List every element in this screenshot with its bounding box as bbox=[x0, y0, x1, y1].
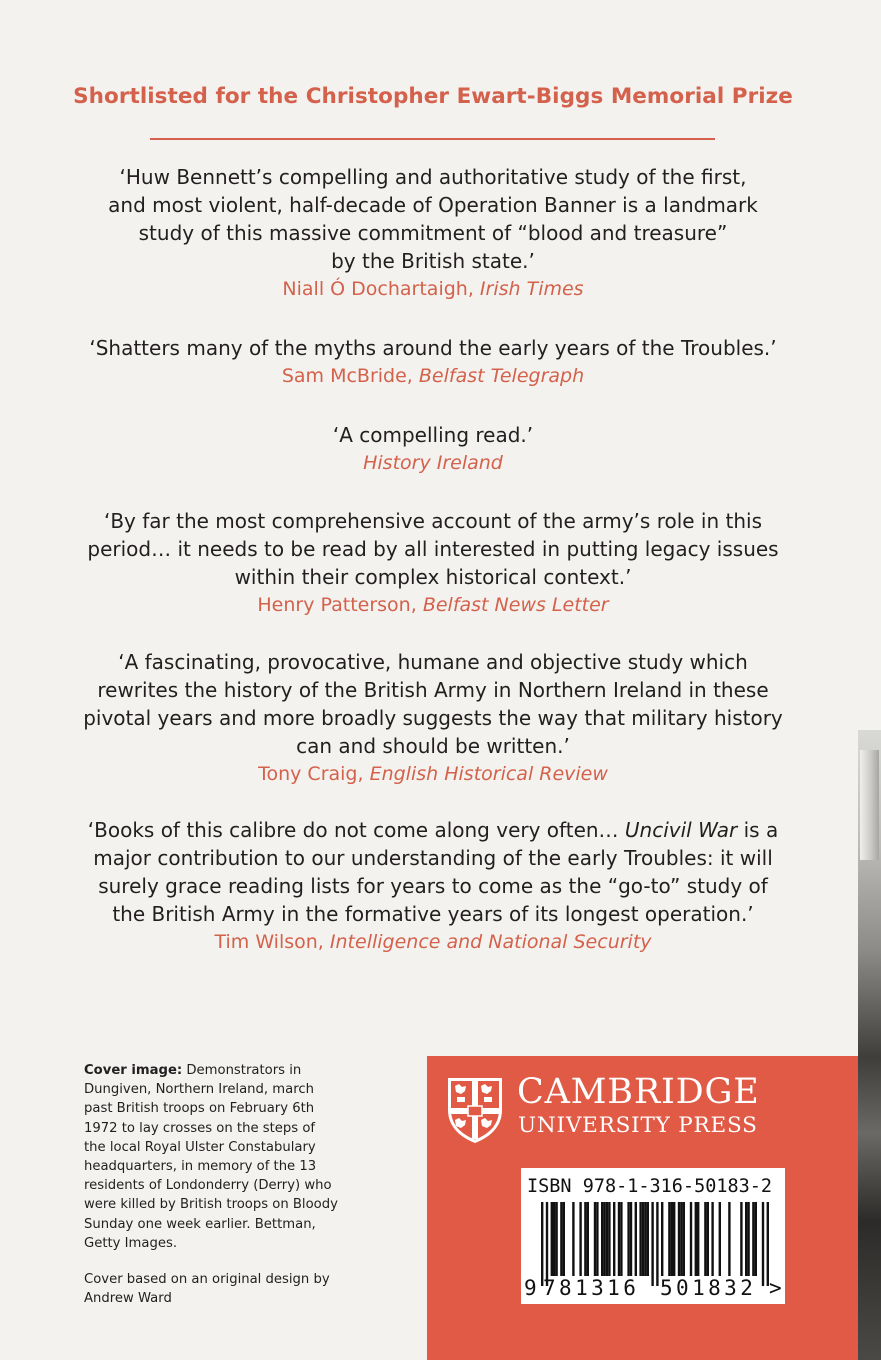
review-publication: Irish Times bbox=[479, 278, 584, 300]
review-author: Henry Patterson, bbox=[257, 594, 417, 616]
barcode-bar bbox=[755, 1202, 757, 1276]
cover-design-credit: Cover based on an original design by Andrew Ward bbox=[84, 1272, 330, 1307]
review-source bbox=[60, 591, 806, 619]
barcode-bar bbox=[678, 1202, 680, 1276]
barcode-bar bbox=[579, 1202, 581, 1276]
barcode-bar bbox=[639, 1202, 641, 1276]
barcode-bar bbox=[747, 1202, 749, 1276]
review-author: Tim Wilson, bbox=[214, 931, 324, 953]
barcode-bar bbox=[644, 1202, 646, 1276]
barcode-bar bbox=[606, 1202, 608, 1276]
barcode-bar bbox=[762, 1202, 764, 1286]
review-publication: History Ireland bbox=[363, 452, 503, 474]
review-author: Sam McBride, bbox=[281, 365, 413, 387]
review-publication: Belfast News Letter bbox=[422, 594, 609, 616]
review-publication: English Historical Review bbox=[369, 763, 608, 785]
barcode-bar bbox=[572, 1202, 574, 1276]
review-source bbox=[60, 449, 806, 477]
barcode-digit-prefix: 9 bbox=[524, 1276, 537, 1300]
barcode-digits-left: 781316 bbox=[543, 1276, 640, 1300]
heading-divider bbox=[150, 138, 715, 140]
barcode-bar bbox=[695, 1202, 697, 1276]
barcode-bar bbox=[560, 1202, 562, 1276]
barcode-bar bbox=[541, 1202, 543, 1286]
barcode-bar bbox=[707, 1202, 709, 1276]
review-source bbox=[60, 362, 806, 390]
barcode-bar bbox=[745, 1202, 747, 1276]
cover-credits bbox=[84, 1061, 374, 1308]
barcode-bar bbox=[601, 1202, 603, 1276]
barcode-bar bbox=[594, 1202, 596, 1276]
review-quote: ‘A fascinating, provocative, humane and objective study which rewrites the history of the British Army in Northern Ireland in these pivotal years and more broadly suggests the way that military history can and should be written.’ bbox=[83, 650, 783, 758]
barcode-bar bbox=[635, 1202, 637, 1276]
barcode-bar bbox=[551, 1202, 553, 1276]
cover-photo-edge bbox=[858, 730, 881, 1360]
review-quote: ‘Books of this calibre do not come along very often… Uncivil War is a major contribution to our understanding of the early Troubles: it will surely grace reading lists for years to come as the “go-to” study of the British Army in the formative years of its longest operation.’ bbox=[87, 818, 779, 926]
review-1 bbox=[60, 163, 806, 303]
barcode-bar bbox=[767, 1202, 769, 1286]
review-quote: ‘By far the most comprehensive account of the army’s role in this period… it needs to be read by all interested in putting legacy issues within their complex historical context.’ bbox=[87, 509, 779, 589]
review-4 bbox=[60, 507, 806, 619]
barcode-bar bbox=[671, 1202, 673, 1276]
barcode-bar bbox=[563, 1202, 565, 1276]
isbn-label: ISBN 978-1-316-50183-2 bbox=[527, 1176, 773, 1197]
cambridge-crest-icon bbox=[446, 1076, 504, 1144]
review-quote: ‘Shatters many of the myths around the early years of the Troubles.’ bbox=[89, 336, 777, 360]
review-publication: Belfast Telegraph bbox=[418, 365, 585, 387]
book-title: Uncivil War bbox=[624, 818, 738, 842]
barcode-bar bbox=[587, 1202, 589, 1276]
review-author: Niall Ó Dochartaigh, bbox=[282, 278, 474, 300]
barcode-bar bbox=[596, 1202, 598, 1276]
barcode-bar bbox=[603, 1202, 605, 1276]
publisher-subname: UNIVERSITY PRESS bbox=[518, 1113, 758, 1138]
barcode-bar bbox=[704, 1202, 706, 1276]
barcode-bar bbox=[647, 1202, 649, 1276]
barcode-bar bbox=[620, 1202, 622, 1276]
barcode-bar bbox=[683, 1202, 685, 1276]
review-3 bbox=[60, 421, 806, 477]
barcode-bar bbox=[661, 1202, 663, 1276]
barcode-bar bbox=[680, 1202, 682, 1276]
barcode-bar bbox=[630, 1202, 632, 1276]
barcode-bar bbox=[740, 1202, 742, 1276]
barcode-bar bbox=[668, 1202, 670, 1276]
barcode-bar bbox=[627, 1202, 629, 1276]
review-author: Tony Craig, bbox=[258, 763, 364, 785]
barcode-bar bbox=[546, 1202, 548, 1286]
barcode-bar bbox=[642, 1202, 644, 1276]
barcode-bar bbox=[555, 1202, 557, 1276]
review-6 bbox=[60, 816, 806, 956]
barcode-bar bbox=[673, 1202, 675, 1276]
review-quote: ‘Huw Bennett’s compelling and authoritative study of the first, and most violent, half-decade of Operation Banner is a landmark study of this massive commitment of “blood and treasure” by the British state.’ bbox=[108, 165, 758, 273]
review-source bbox=[60, 928, 806, 956]
review-quote: ‘A compelling read.’ bbox=[332, 423, 534, 447]
isbn-barcode bbox=[521, 1168, 785, 1304]
publisher-panel bbox=[427, 1056, 858, 1360]
barcode-digits bbox=[521, 1276, 785, 1302]
review-publication: Intelligence and National Security bbox=[329, 931, 652, 953]
barcode-bar bbox=[651, 1202, 653, 1286]
cover-image-credit: Cover image: Demonstrators in Dungiven, Northern Ireland, march past British troops on February 6th 1972 to lay crosses on the steps of the local Royal Ulster Constabulary headquarters, in memory of the 13 residents of Londonderry (Derry) who were killed by British troops on Bloody Sunday one week earlier. Bettman, Getty Images. bbox=[84, 1063, 338, 1251]
prize-heading: Shortlisted for the Christopher Ewart-Biggs Memorial Prize bbox=[73, 84, 793, 109]
barcode-bar bbox=[608, 1202, 610, 1276]
barcode-bar bbox=[613, 1202, 615, 1276]
barcode-bar bbox=[656, 1202, 658, 1286]
barcode-quiet-zone-mark: > bbox=[769, 1276, 782, 1300]
barcode-bar bbox=[752, 1202, 754, 1276]
barcode-bar bbox=[584, 1202, 586, 1276]
barcode-bar bbox=[719, 1202, 721, 1276]
barcode-bar bbox=[711, 1202, 713, 1276]
publisher-name: CAMBRIDGE bbox=[517, 1072, 760, 1112]
barcode-bar bbox=[618, 1202, 620, 1276]
review-source bbox=[60, 275, 806, 303]
barcode-bar bbox=[690, 1202, 692, 1276]
review-5 bbox=[60, 648, 806, 788]
review-source bbox=[60, 760, 806, 788]
review-2 bbox=[60, 334, 806, 390]
barcode-bar bbox=[728, 1202, 730, 1276]
barcode-bar bbox=[553, 1202, 555, 1276]
barcode-digits-right: 501832 bbox=[660, 1276, 757, 1300]
barcode-bar bbox=[697, 1202, 699, 1276]
